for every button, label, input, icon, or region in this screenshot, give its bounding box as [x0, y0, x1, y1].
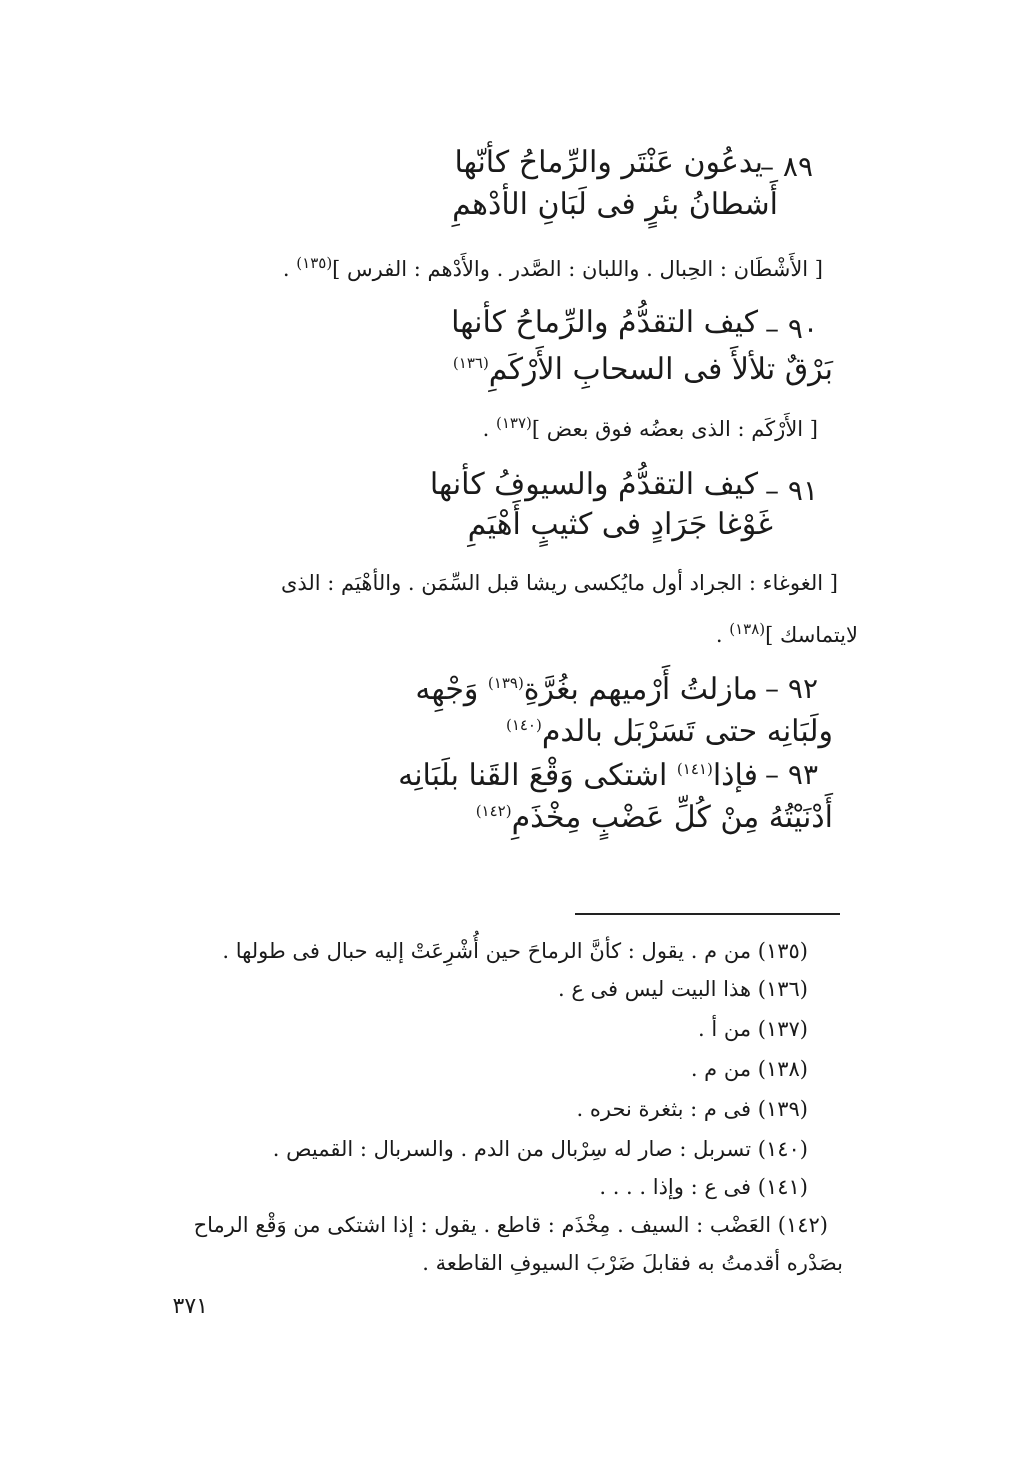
verse-text: ولَبَانِه حتى تَسَرْبَل بالدم: [541, 714, 833, 749]
verse-line: أَشطانُ بئرٍ فى لَبَانِ الأدْهمِ: [452, 187, 778, 222]
footnote-ref: (١٤٢): [475, 802, 512, 820]
verse-text: وَجْهِه: [415, 672, 479, 707]
verse-line: كيف التقدُّمُ والسيوفُ كأنها: [429, 467, 758, 502]
verse-line: [506, 706, 833, 751]
footnote-ref: (١٤١): [676, 760, 713, 778]
verse-number: ٩٠ –: [765, 312, 818, 345]
footnote: (١٣٦) هذا البيت ليس فى ع .: [557, 977, 808, 1001]
verse-line: [415, 664, 758, 709]
gloss-text: [ الأَشْطَان : الحِبال . واللبان : الصَّدر . والأَدْهم : الفرس ]: [332, 257, 823, 281]
gloss-note: [ الأَرْكَم : الذى بعضُه فوق بعض ]$^{(١٣٧)}$ .: [482, 414, 818, 441]
footnote-ref: (١٣٩): [487, 674, 524, 692]
footnote-ref: (١٣٦): [452, 354, 489, 372]
gloss-note: لايتماسك ]$^{(١٣٨)}$ .: [715, 620, 858, 647]
footnote: (١٣٩) فى م : بثغرة نحره .: [576, 1097, 808, 1121]
verse-line: يدعُون عَنْتَر والرِّماحُ كأنّها: [454, 145, 763, 180]
verse-line: غَوْغا جَرَادٍ فى كثيبٍ أَهْيَمِ: [467, 507, 773, 542]
footnote-ref: (١٣٨): [729, 620, 766, 638]
gloss-note: [ الأَشْطَان : الحِبال . واللبان : الصَّدر . والأَدْهم : الفرس ]$^{(١٣٥)}$ .: [282, 254, 823, 281]
verse-line: [398, 750, 758, 795]
footnote: (١٣٥) من م . يقول : كأنَّ الرماحَ حين أُشْرِعَتْ إليه حبال فى طولها .: [222, 939, 808, 963]
footnote-ref: (١٣٥): [296, 254, 333, 272]
footnote: (١٣٧) من أ .: [697, 1017, 808, 1041]
footnote-separator: [575, 913, 840, 915]
gloss-text: [ الأَرْكَم : الذى بعضُه فوق بعض ]: [531, 417, 818, 441]
footnote: (١٣٨) من م .: [690, 1057, 808, 1081]
footnote-ref: (١٤٠): [505, 716, 542, 734]
footnote: بصَدْره أقدمتُ به فقابلَ ضَرْبَ السيوفِ القاطعة .: [422, 1251, 843, 1275]
verse-text: أَدْنَيْتُهُ مِنْ كُلِّ عَضْبٍ مِخْذَمِ: [511, 800, 833, 835]
verse-number: ٩١ –: [765, 474, 818, 507]
verse-line: [476, 792, 833, 837]
footnote-ref: (١٣٧): [495, 414, 532, 432]
verse-text: اشتكى وَقْعَ القَنا بلَبَانِه: [398, 758, 668, 793]
verse-line: كيف التقدُّمُ والرِّماحُ كأنها: [451, 305, 758, 340]
footnote: (١٤١) فى ع : وإذا . . . .: [599, 1175, 808, 1199]
page-number: ٣٧١: [172, 1294, 208, 1319]
footnote: (١٤٠) تسربل : صار له سِرْبال من الدم . والسربال : القميص .: [272, 1137, 808, 1161]
verse-text: مازلتُ أَرْميهم بغُرَّةِ: [523, 672, 758, 707]
verse-number: ٨٩ –: [760, 150, 813, 183]
gloss-text: لايتماسك ]: [765, 623, 858, 647]
footnote: (١٤٢) العَضْب : السيف . مِخْذَم : قاطع . يقول : إذا اشتكى من وَقْع الرماح: [193, 1213, 828, 1237]
verse-number: ٩٢ –: [765, 672, 818, 705]
gloss-note: [ الغوغاء : الجراد أول مايُكسى ريشا قبل السِّمَن . والأهْيَم : الذى: [280, 571, 838, 595]
verse-text: فإذا: [712, 758, 758, 793]
verse-text: بَرْقٌ تلألأَ فى السحابِ الأَرْكَمِ: [488, 352, 833, 387]
verse-number: ٩٣ –: [765, 758, 818, 791]
verse-line: [453, 344, 833, 389]
